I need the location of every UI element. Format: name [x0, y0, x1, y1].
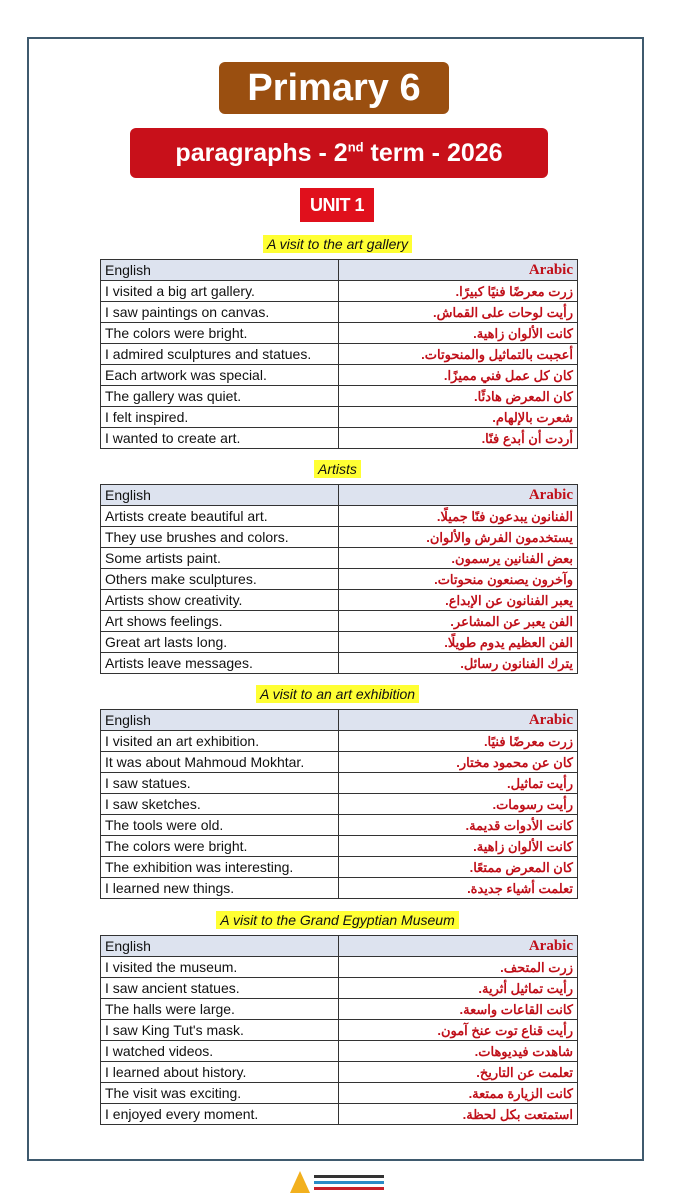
arabic-cell: رأيت رسومات.	[339, 794, 578, 815]
header-arabic: Arabic	[339, 260, 578, 281]
english-cell: Others make sculptures.	[101, 569, 339, 590]
table-row	[101, 1104, 578, 1125]
table-row	[101, 527, 578, 548]
header-english: English	[101, 936, 339, 957]
arabic-cell: كان المعرض ممتعًا.	[339, 857, 578, 878]
arabic-cell: كان كل عمل فني مميزًا.	[339, 365, 578, 386]
table-row	[101, 590, 578, 611]
vocab-table	[100, 935, 578, 1125]
table-row	[101, 323, 578, 344]
section-title-text: Artists	[314, 460, 361, 478]
arabic-cell: كان المعرض هادئًا.	[339, 386, 578, 407]
section-title-text: A visit to the art gallery	[263, 235, 412, 253]
arabic-cell: كانت الألوان زاهية.	[339, 836, 578, 857]
table-row	[101, 878, 578, 899]
arabic-cell: رأيت تماثيل.	[339, 773, 578, 794]
english-cell: Art shows feelings.	[101, 611, 339, 632]
arabic-cell: رأيت قناع توت عنخ آمون.	[339, 1020, 578, 1041]
english-cell: The colors were bright.	[101, 836, 339, 857]
english-cell: I learned new things.	[101, 878, 339, 899]
english-cell: Some artists paint.	[101, 548, 339, 569]
table-row	[101, 1083, 578, 1104]
english-cell: The halls were large.	[101, 999, 339, 1020]
arabic-cell: رأيت لوحات على القماش.	[339, 302, 578, 323]
english-cell: Artists leave messages.	[101, 653, 339, 674]
english-cell: Each artwork was special.	[101, 365, 339, 386]
english-cell: I saw ancient statues.	[101, 978, 339, 999]
table-header	[101, 260, 578, 281]
table-header	[101, 710, 578, 731]
table-row	[101, 569, 578, 590]
arabic-cell: تعلمت عن التاريخ.	[339, 1062, 578, 1083]
arabic-cell: يعبر الفنانون عن الإبداع.	[339, 590, 578, 611]
arabic-cell: شعرت بالإلهام.	[339, 407, 578, 428]
table-row	[101, 611, 578, 632]
header-english: English	[101, 710, 339, 731]
english-cell: I visited an art exhibition.	[101, 731, 339, 752]
table-row	[101, 302, 578, 323]
english-cell: I saw paintings on canvas.	[101, 302, 339, 323]
arabic-cell: كانت القاعات واسعة.	[339, 999, 578, 1020]
table-row	[101, 1020, 578, 1041]
english-cell: I watched videos.	[101, 1041, 339, 1062]
logo-icon	[290, 1171, 310, 1193]
vocab-table	[100, 259, 578, 449]
arabic-cell: كانت الألوان زاهية.	[339, 323, 578, 344]
table-row	[101, 857, 578, 878]
table-row	[101, 653, 578, 674]
section-title-text: A visit to an art exhibition	[256, 685, 419, 703]
header-arabic: Arabic	[339, 710, 578, 731]
table-row	[101, 428, 578, 449]
english-cell: I visited a big art gallery.	[101, 281, 339, 302]
english-cell: I felt inspired.	[101, 407, 339, 428]
page-subtitle	[130, 128, 548, 178]
english-cell: I learned about history.	[101, 1062, 339, 1083]
english-cell: I visited the museum.	[101, 957, 339, 978]
arabic-cell: أردت أن أبدع فنًا.	[339, 428, 578, 449]
arabic-cell: تعلمت أشياء جديدة.	[339, 878, 578, 899]
subtitle-sup: nd	[347, 139, 364, 155]
section-title	[0, 684, 675, 704]
arabic-cell: شاهدت فيديوهات.	[339, 1041, 578, 1062]
table-row	[101, 548, 578, 569]
arabic-cell: أعجبت بالتماثيل والمنحوتات.	[339, 344, 578, 365]
vocab-table	[100, 484, 578, 674]
table-row	[101, 281, 578, 302]
subtitle-text-end: term - 2026	[363, 139, 503, 167]
table-row	[101, 731, 578, 752]
header-english: English	[101, 485, 339, 506]
arabic-cell: كانت الزيارة ممتعة.	[339, 1083, 578, 1104]
unit-badge: UNIT 1	[300, 188, 374, 222]
arabic-cell: وآخرون يصنعون منحوتات.	[339, 569, 578, 590]
arabic-cell: الفن العظيم يدوم طويلًا.	[339, 632, 578, 653]
section-title	[0, 234, 675, 254]
table-row	[101, 1062, 578, 1083]
english-cell: I enjoyed every moment.	[101, 1104, 339, 1125]
english-cell: I wanted to create art.	[101, 428, 339, 449]
english-cell: I saw King Tut's mask.	[101, 1020, 339, 1041]
footer-logo	[290, 1166, 400, 1198]
table-row	[101, 836, 578, 857]
table-header	[101, 485, 578, 506]
english-cell: The visit was exciting.	[101, 1083, 339, 1104]
table-row	[101, 794, 578, 815]
subtitle-text: paragraphs - 2	[175, 139, 348, 167]
english-cell: I saw statues.	[101, 773, 339, 794]
english-cell: Artists show creativity.	[101, 590, 339, 611]
english-cell: The exhibition was interesting.	[101, 857, 339, 878]
header-english: English	[101, 260, 339, 281]
section-title	[0, 459, 675, 479]
arabic-cell: كانت الأدوات قديمة.	[339, 815, 578, 836]
english-cell: The colors were bright.	[101, 323, 339, 344]
table-row	[101, 978, 578, 999]
english-cell: The gallery was quiet.	[101, 386, 339, 407]
header-arabic: Arabic	[339, 936, 578, 957]
arabic-cell: زرت المتحف.	[339, 957, 578, 978]
arabic-cell: زرت معرضًا فنيًا كبيرًا.	[339, 281, 578, 302]
english-cell: Artists create beautiful art.	[101, 506, 339, 527]
table-row	[101, 506, 578, 527]
english-cell: I admired sculptures and statues.	[101, 344, 339, 365]
table-row	[101, 999, 578, 1020]
table-row	[101, 386, 578, 407]
english-cell: Great art lasts long.	[101, 632, 339, 653]
table-row	[101, 773, 578, 794]
table-header	[101, 936, 578, 957]
arabic-cell: بعض الفنانين يرسمون.	[339, 548, 578, 569]
arabic-cell: يترك الفنانون رسائل.	[339, 653, 578, 674]
english-cell: It was about Mahmoud Mokhtar.	[101, 752, 339, 773]
english-cell: I saw sketches.	[101, 794, 339, 815]
arabic-cell: زرت معرضًا فنيًا.	[339, 731, 578, 752]
english-cell: The tools were old.	[101, 815, 339, 836]
table-row	[101, 365, 578, 386]
arabic-cell: يستخدمون الفرش والألوان.	[339, 527, 578, 548]
arabic-cell: الفن يعبر عن المشاعر.	[339, 611, 578, 632]
arabic-cell: استمتعت بكل لحظة.	[339, 1104, 578, 1125]
table-row	[101, 407, 578, 428]
table-row	[101, 344, 578, 365]
header-arabic: Arabic	[339, 485, 578, 506]
table-row	[101, 752, 578, 773]
arabic-cell: رأيت تماثيل أثرية.	[339, 978, 578, 999]
section-title-text: A visit to the Grand Egyptian Museum	[216, 911, 458, 929]
page-title: Primary 6	[219, 62, 449, 114]
section-title	[0, 910, 675, 930]
arabic-cell: الفنانون يبدعون فنًا جميلًا.	[339, 506, 578, 527]
vocab-table	[100, 709, 578, 899]
logo-text	[314, 1175, 384, 1190]
table-row	[101, 1041, 578, 1062]
table-row	[101, 632, 578, 653]
arabic-cell: كان عن محمود مختار.	[339, 752, 578, 773]
english-cell: They use brushes and colors.	[101, 527, 339, 548]
table-row	[101, 815, 578, 836]
table-row	[101, 957, 578, 978]
